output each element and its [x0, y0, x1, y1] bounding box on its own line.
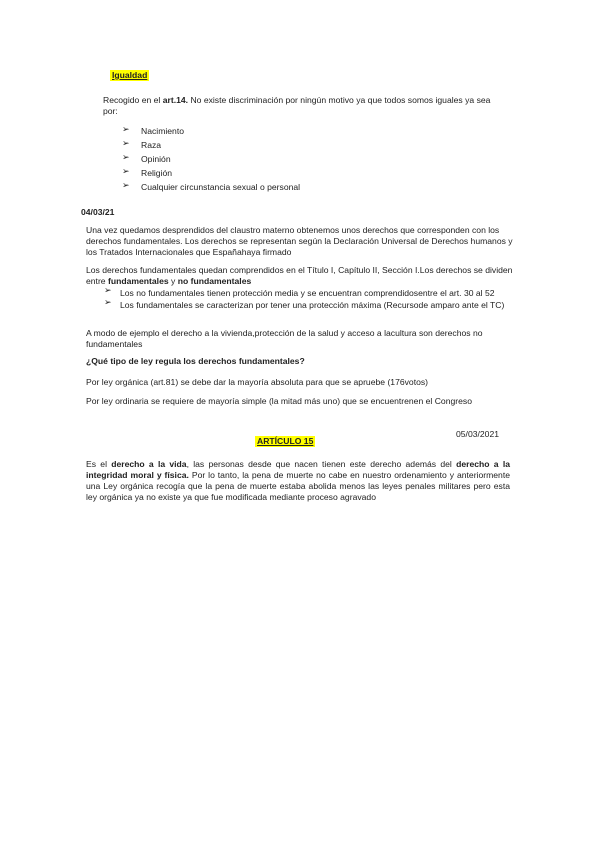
question-heading: ¿Qué tipo de ley regula los derechos fundamentales? — [86, 356, 305, 366]
list-item: Cualquier circunstancia sexual o personal — [141, 182, 301, 192]
intro-text-pre: Recogido en el — [103, 95, 163, 105]
intro-text-post: No existe discriminación por ningún motivo ya que todos somos iguales ya sea por: — [103, 95, 491, 116]
list-item: Religión — [141, 168, 173, 178]
arrow-bullet-icon: ➢ — [122, 152, 130, 162]
date-heading: 04/03/21 — [81, 207, 115, 217]
paragraph-division — [86, 265, 526, 287]
arrow-bullet-icon: ➢ — [122, 138, 130, 148]
date-right: 05/03/2021 — [456, 429, 500, 439]
arrow-bullet-icon: ➢ — [104, 285, 112, 295]
art-bold-vida: derecho a la vida — [111, 459, 187, 469]
list-item: Raza — [141, 140, 162, 150]
p2-bold-fundamentales: fundamentales — [107, 276, 169, 286]
intro-article: art.14. — [162, 95, 189, 105]
paragraph-derechos: Una vez quedamos desprendidos del claustro materno obtenemos unos derechos que corresponden con los derechos fundamentales. Los derechos se representan según la Declaración Universal de Derechos humanos y los Tratados Internacionales que Españahaya firmado — [86, 225, 513, 257]
igualdad-heading: Igualdad — [112, 70, 148, 80]
igualdad-intro — [103, 95, 503, 117]
art-text-end: Por lo tanto, la pena de muerte no cabe en nuestro ordenamiento y anteriormente una Ley orgánica recogía que la pena de muerte estaba abolida menos las leyes penales militares pero esta ley orgánica ya no existe ya que fue modificada mediante proceso agravado — [86, 470, 510, 502]
paragraph-ejemplo: A modo de ejemplo el derecho a la vivienda,protección de la salud y acceso a lacultura son derechos no fundamentales — [86, 328, 483, 349]
arrow-bullet-icon: ➢ — [122, 124, 130, 134]
p2-text: Los derechos fundamentales quedan comprendidos en el Título I, Capítulo II, Sección I.Los derechos se dividen entre — [86, 265, 513, 286]
list-item: Los no fundamentales tienen protección media y se encuentran comprendidosentre el art. 30 al 52 — [120, 288, 495, 298]
paragraph-ley-ordinaria: Por ley ordinaria se requiere de mayoría simple (la mitad más uno) que se encuentrenen el Congreso — [86, 396, 472, 406]
paragraph-articulo-15 — [86, 459, 510, 503]
list-item: Los fundamentales se caracterizan por tener una protección máxima (Recursode amparo ante el TC) — [120, 300, 505, 310]
list-item: Nacimiento — [141, 126, 184, 136]
art-bold-integridad: derecho a la integridad moral y física. — [86, 459, 510, 480]
art-text-mid: , las personas desde que nacen tienen este derecho además del — [186, 459, 457, 469]
paragraph-ley-organica: Por ley orgánica (art.81) se debe dar la mayoría absoluta para que se apruebe (176votos) — [86, 377, 429, 387]
list-item: Opinión — [141, 154, 171, 164]
p2-bold-no-fundamentales: no fundamentales — [177, 276, 252, 286]
articulo-heading: ARTÍCULO 15 — [257, 436, 314, 446]
p2-text-and: y — [168, 276, 178, 286]
arrow-bullet-icon: ➢ — [122, 180, 130, 190]
art-text: Es el — [86, 459, 112, 469]
arrow-bullet-icon: ➢ — [104, 297, 112, 307]
arrow-bullet-icon: ➢ — [122, 166, 130, 176]
